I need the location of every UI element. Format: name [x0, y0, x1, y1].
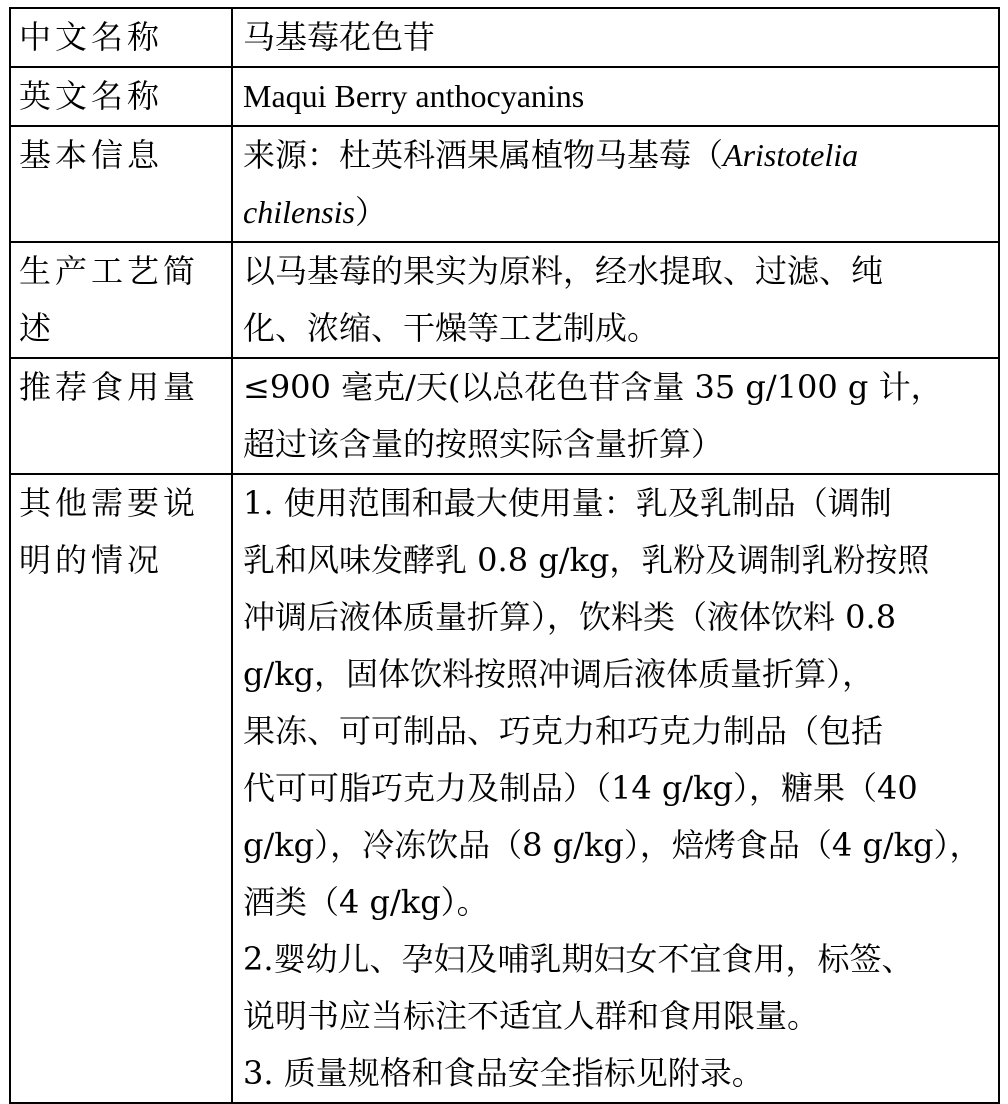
- notes-line-6: 代可可脂巧克力及制品）（14 g/kg），糖果（40: [243, 769, 918, 807]
- row-label-english-name: 英文名称: [10, 67, 232, 126]
- notes-line-8: 酒类（4 g/kg）。: [243, 883, 489, 921]
- source-suffix: ）: [354, 193, 387, 231]
- row-label-chinese-name: 中文名称: [10, 8, 232, 67]
- table-row-basic-info: [10, 126, 999, 242]
- notes-line-4: g/kg，固体饮料按照冲调后液体质量折算），: [243, 655, 875, 693]
- process-line-1: 以马基莓的果实为原料，经水提取、过滤、纯: [243, 252, 884, 290]
- row-label-dosage: 推荐食用量: [10, 358, 232, 474]
- notes-line-7: g/kg），冷冻饮品（8 g/kg），焙烤食品（4 g/kg），: [243, 826, 982, 864]
- row-label-other-notes: [10, 474, 232, 1103]
- table-row-process: [10, 242, 999, 358]
- basic-info-line-2: [243, 184, 992, 241]
- notes-line-2: 乳和风味发酵乳 0.8 g/kg，乳粉及调制乳粉按照: [243, 541, 930, 579]
- row-value-other-notes: [232, 474, 999, 1103]
- row-label-basic-info: 基本信息: [10, 126, 232, 242]
- process-label-line-2: 述: [19, 309, 56, 347]
- notes-line-11: 3. 质量规格和食品安全指标见附录。: [243, 1054, 764, 1092]
- species-epithet: chilensis: [243, 194, 355, 230]
- table-row-chinese-name: [10, 8, 999, 67]
- row-value-english-name: Maqui Berry anthocyanins: [232, 67, 999, 126]
- other-label-line-1: 其他需要说: [19, 484, 200, 522]
- notes-line-5: 果冻、可可制品、巧克力和巧克力制品（包括: [243, 712, 884, 750]
- dosage-line-1: ≤900 毫克/天(以总花色苷含量 35 g/100 g 计，: [243, 368, 943, 406]
- process-label-line-1: 生产工艺简: [19, 252, 200, 290]
- notes-line-9: 2.婴幼儿、孕妇及哺乳期妇女不宜食用，标签、: [243, 940, 914, 978]
- notes-line-10: 说明书应当标注不适宜人群和食用限量。: [243, 997, 820, 1035]
- process-line-2: 化、浓缩、干燥等工艺制成。: [243, 309, 660, 347]
- source-prefix: 来源：杜英科酒果属植物马基莓（: [243, 136, 724, 174]
- row-value-chinese-name: 马基莓花色苷: [232, 8, 999, 67]
- dosage-line-2: 超过该含量的按照实际含量折算）: [243, 425, 724, 463]
- row-value-basic-info: [232, 126, 999, 242]
- table-row-other-notes: [10, 474, 999, 1103]
- row-value-dosage: [232, 358, 999, 474]
- info-table: [9, 7, 1000, 1104]
- table-row-dosage: [10, 358, 999, 474]
- species-genus: Aristotelia: [723, 137, 859, 173]
- other-label-line-2: 明的情况: [19, 541, 164, 579]
- table-row-english-name: [10, 67, 999, 126]
- basic-info-line-1: [243, 127, 992, 184]
- row-label-process: [10, 242, 232, 358]
- notes-line-1: 1. 使用范围和最大使用量：乳及乳制品（调制: [243, 484, 892, 522]
- notes-line-3: 冲调后液体质量折算），饮料类（液体饮料 0.8: [243, 598, 897, 636]
- row-value-process: [232, 242, 999, 358]
